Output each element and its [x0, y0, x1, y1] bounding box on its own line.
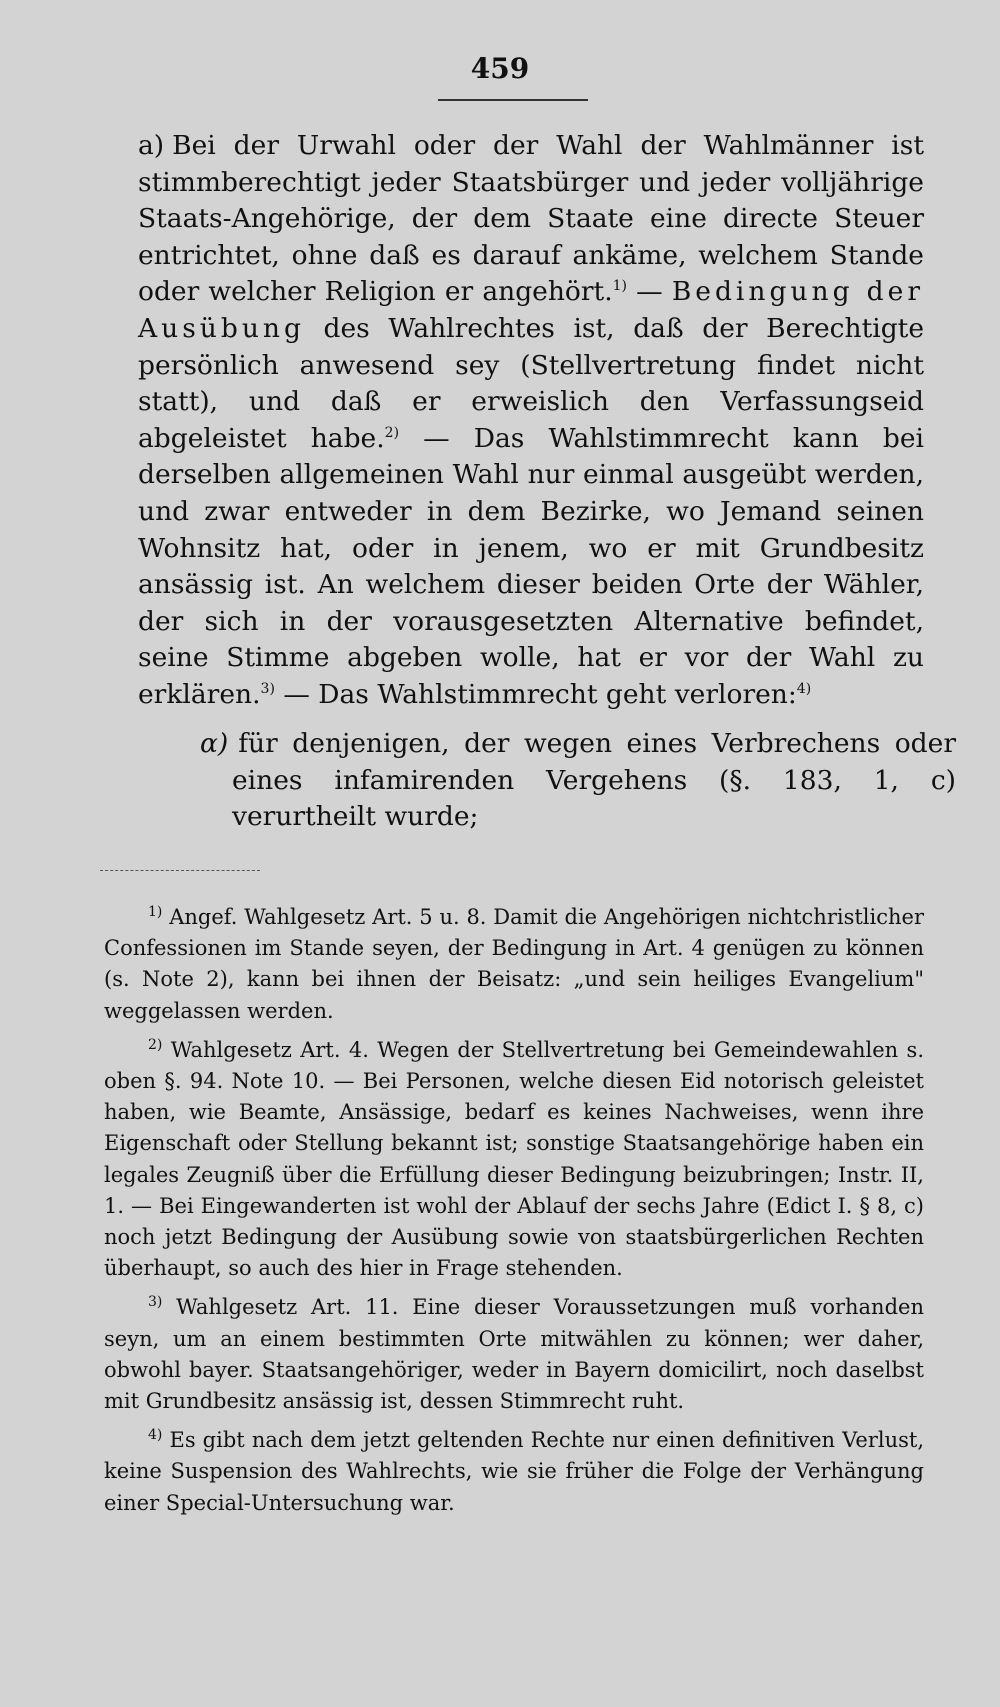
- footnote-ref: 2): [384, 424, 400, 441]
- footnote-mark: 4): [148, 1427, 163, 1444]
- text-segment: des Wahlrechtes ist, daß der Berechtigte persönlich anwesend sey (Stellvertretung findet nicht statt), und daß er erweislich den Verfassungseid abgeleistet habe.: [138, 312, 924, 454]
- sub-item-text: für denjenigen, der wegen eines Verbrechens oder eines infamirenden Vergehens (§. 183, 1, c) verurtheilt wurde;: [232, 728, 956, 833]
- text-segment: Bei der Urwahl oder der Wahl der Wahlmänner ist stimmberechtigt jeder Staatsbürger und jeder volljährige Staats-Angehörige, der dem Staate eine directe Steuer entrichtet, ohne daß es darauf ankäme, welchem Stande oder welcher Religion er angehört.: [138, 130, 924, 308]
- main-paragraph: [138, 128, 924, 714]
- footnotes: [104, 902, 924, 1527]
- footnote-text: Wahlgesetz Art. 4. Wegen der Stellvertretung bei Gemeindewahlen s. oben §. 94. Note 10. — Bei Personen, welche diesen Eid notorisch geleistet haben, wie Beamte, Ansässige, bedarf es keines Nachweises, wenn ihre Eigenschaft oder Stellung bekannt ist; sonstige Staatsangehörige haben ein legales Zeugniß über die Erfüllung dieser Bedingung beizubringen; Instr. II, 1. — Bei Eingewanderten ist wohl der Ablauf der sechs Jahre (Edict I. § 8, c) noch jetzt Bedingung der Ausübung sowie von staatsbürgerlichen Rechten überhaupt, so auch des hier in Frage stehenden.: [104, 1037, 924, 1281]
- sub-item-alpha: [200, 726, 956, 836]
- footnote-mark: 3): [148, 1294, 163, 1311]
- footnote-mark: 1): [148, 904, 163, 920]
- footnote-mark: 2): [148, 1036, 163, 1053]
- text-segment: — Das Wahlstimmrecht kann bei derselben allgemeinen Wahl nur einmal ausgeübt werden, und zwar entweder in dem Bezirke, wo Jemand seinen Wohnsitz hat, oder in jenem, wo er mit Grundbesitz ansässig ist. An welchem dieser beiden Orte der Wähler, der sich in der vorausgesetzten Alternative befindet, seine Stimme abgeben wolle, hat er vor der Wahl zu erklären.: [138, 422, 924, 710]
- text-segment: —: [627, 276, 672, 308]
- footnote-separator: [100, 870, 260, 871]
- footnote-text: Es gibt nach dem jetzt geltenden Rechte nur einen definitiven Verlust, keine Suspension des Wahlrechts, wie sie früher die Folge der Verhängung einer Special-Untersuchung war.: [104, 1428, 924, 1515]
- footnote-ref: 1): [612, 278, 628, 295]
- sub-item-label: α): [200, 728, 229, 759]
- emphasized-text: Bedingung der Ausübung: [138, 276, 924, 344]
- footnote: [104, 1425, 924, 1519]
- footnote-text: Wahlgesetz Art. 11. Eine dieser Voraussetzungen muß vorhanden seyn, um an einem bestimmten Orte mitwählen zu können; wer daher, obwohl bayer. Staatsangehöriger, weder in Bayern domicilirt, noch daselbst mit Grundbesitz ansässig ist, dessen Stimmrecht ruht.: [104, 1295, 924, 1414]
- text-segment: — Das Wahlstimmrecht geht verloren:: [274, 678, 797, 710]
- page-number: 459: [470, 52, 530, 85]
- paragraph-label: a): [138, 130, 165, 161]
- footnote-ref: 3): [260, 681, 275, 698]
- footnote: [104, 902, 924, 1027]
- footnote-text: Angef. Wahlgesetz Art. 5 u. 8. Damit die Angehörigen nichtchristlicher Confessionen im Stande seyen, der Bedingung in Art. 4 genügen zu können (s. Note 2), kann bei ihnen der Beisatz: „und sein heiliges Evangelium" weggelassen werden.: [104, 905, 924, 1023]
- header-rule: [438, 99, 588, 101]
- footnote-ref: 4): [796, 681, 812, 698]
- footnote: [104, 1035, 924, 1285]
- footnote: [104, 1292, 924, 1417]
